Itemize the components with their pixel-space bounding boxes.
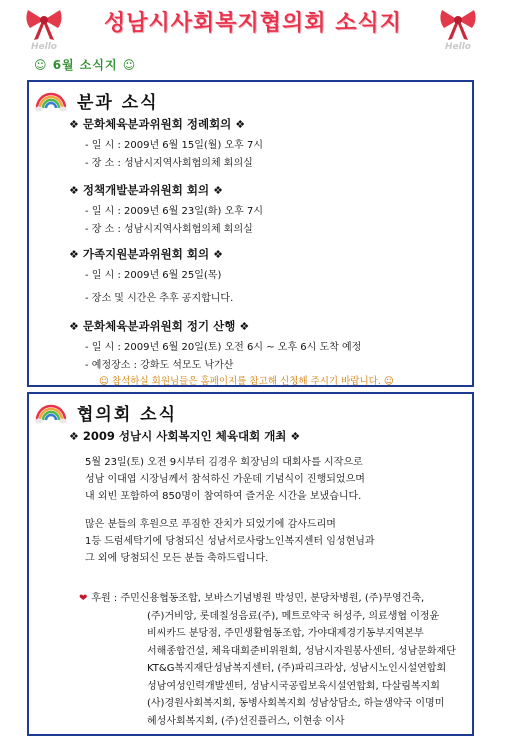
item-line: - 장소 및 시간은 추후 공지합니다.: [85, 293, 234, 304]
item-title: ❖ 문화체육분과위원회 정기 산행 ❖: [69, 319, 250, 333]
item-line: - 일 시 : 2009년 6월 25일(목): [85, 270, 222, 281]
event-paragraph: 5월 23일(토) 오전 9시부터 김경우 회장님의 대회사를 시작으로 성남 이대엽 시장님께서 참석하신 가운데 기념식이 진행되었으며 내 외빈 포함하여 850명이 참여하여 즐거운 시간을 보냈습니다.: [85, 457, 365, 502]
item-title: ❖ 가족지원분과위원회 회의 ❖: [69, 247, 223, 261]
ribbon-hello-text: Hello: [445, 42, 471, 52]
section-committee-news: [27, 80, 474, 387]
sponsor-line: 성남여성인력개발센터, 성남시국공립보육시설연합회, 다살림복지회: [147, 680, 440, 692]
sponsor-line: 서해종합건설, 체육대회준비위원회, 성남시자원봉사센터, 성남문화재단: [147, 645, 456, 657]
ribbon-hello-text: Hello: [31, 42, 57, 52]
committee-item: [69, 116, 245, 132]
section-council-news: [27, 392, 474, 736]
item-title: ❖ 2009 성남시 사회복지인 체육대회 개최 ❖: [69, 429, 301, 443]
ribbon-right: [436, 6, 480, 56]
issue-subtitle: ☺ 6월 소식지 ☺: [34, 58, 137, 72]
item-title: ❖ 정책개발분과위원회 회의 ❖: [69, 183, 223, 197]
header: [0, 0, 506, 80]
sponsor-line: KT&G복지재단성남복지센터, (주)파리크라상, 성남시노인시설연합회: [147, 663, 447, 674]
sponsor-list: ❤ 후원 : 주민신용협동조합, 보바스기념병원 박성민, 분당차병원, (주)무영건축, (주)거비앙, 롯데칠성음료(주), 메트로약국 허성주, 의료생협 이정윤 비씨카드 분당점, 주민생활협동조합, 가야대제경기동부지역본부 서해종합건설, 체육대회준비위원회, 성남시자원봉사센터, 성남문화재단 KT&G복지재단성남복지센터, (주)파리크라상, 성남시노인시설연합회 성남여성인력개발센터, 성남시국공립보육시설연합회, 다살림복지회 (사)경원사회복지회, 동병사회복지회 성남상담소, 하늘샘약국 이명미 혜성사회복지회, (주)선진플러스, 이현송 이사: [79, 590, 469, 730]
council-item: [69, 428, 300, 444]
sponsor-line: (주)거비앙, 롯데칠성음료(주), 메트로약국 허성주, 의료생협 이정윤: [147, 610, 440, 622]
rainbow-icon: [35, 400, 69, 424]
sponsor-line: 혜성사회복지회, (주)선진플러스, 이현송 이사: [147, 715, 345, 727]
notice-text: ☺ 참석하실 회원님들은 홈페이지를 참고해 신청해 주시기 바랍니다. ☺: [99, 376, 394, 387]
sponsor-line: (사)경원사회복지회, 동병사회복지회 성남상담소, 하늘샘약국 이명미: [147, 698, 445, 709]
thanks-paragraph: 많은 분들의 후원으로 푸짐한 잔치가 되었기에 감사드리며 1등 드럼세탁기에 당첨되신 성남서로사랑노인복지센터 임성현님과 그 외에 당첨되신 모든 분들 축하드립니다.: [85, 519, 375, 564]
item-line: - 장 소 : 성남시지역사회협의체 회의실: [85, 158, 253, 169]
committee-item: [69, 246, 223, 262]
section-title: 협의회 소식: [77, 405, 178, 425]
section-title: 분과 소식: [77, 93, 159, 113]
item-line: - 일 시 : 2009년 6월 23일(화) 오후 7시: [85, 206, 264, 217]
sponsor-label: 후원 :: [91, 593, 118, 604]
item-title: ❖ 문화체육분과위원회 정례회의 ❖: [69, 117, 246, 131]
item-line: - 장 소 : 성남시지역사회협의체 회의실: [85, 224, 253, 235]
item-line: - 일 시 : 2009년 6월 15일(월) 오후 7시: [85, 140, 264, 151]
committee-item: [69, 318, 249, 334]
newsletter-title: 성남시사회복지협의회 소식지: [104, 11, 402, 36]
item-line: - 예정장소 : 강화도 석모도 낙가산: [85, 360, 234, 371]
item-line: - 일 시 : 2009년 6월 20일(토) 오전 6시 ~ 오후 6시 도착 예정: [85, 342, 362, 353]
committee-item: [69, 182, 223, 198]
sponsor-line: 비씨카드 분당점, 주민생활협동조합, 가야대제경기동부지역본부: [147, 628, 424, 639]
heart-icon: ❤: [79, 593, 88, 604]
rainbow-icon: [35, 88, 69, 112]
bow-icon: [436, 6, 480, 42]
